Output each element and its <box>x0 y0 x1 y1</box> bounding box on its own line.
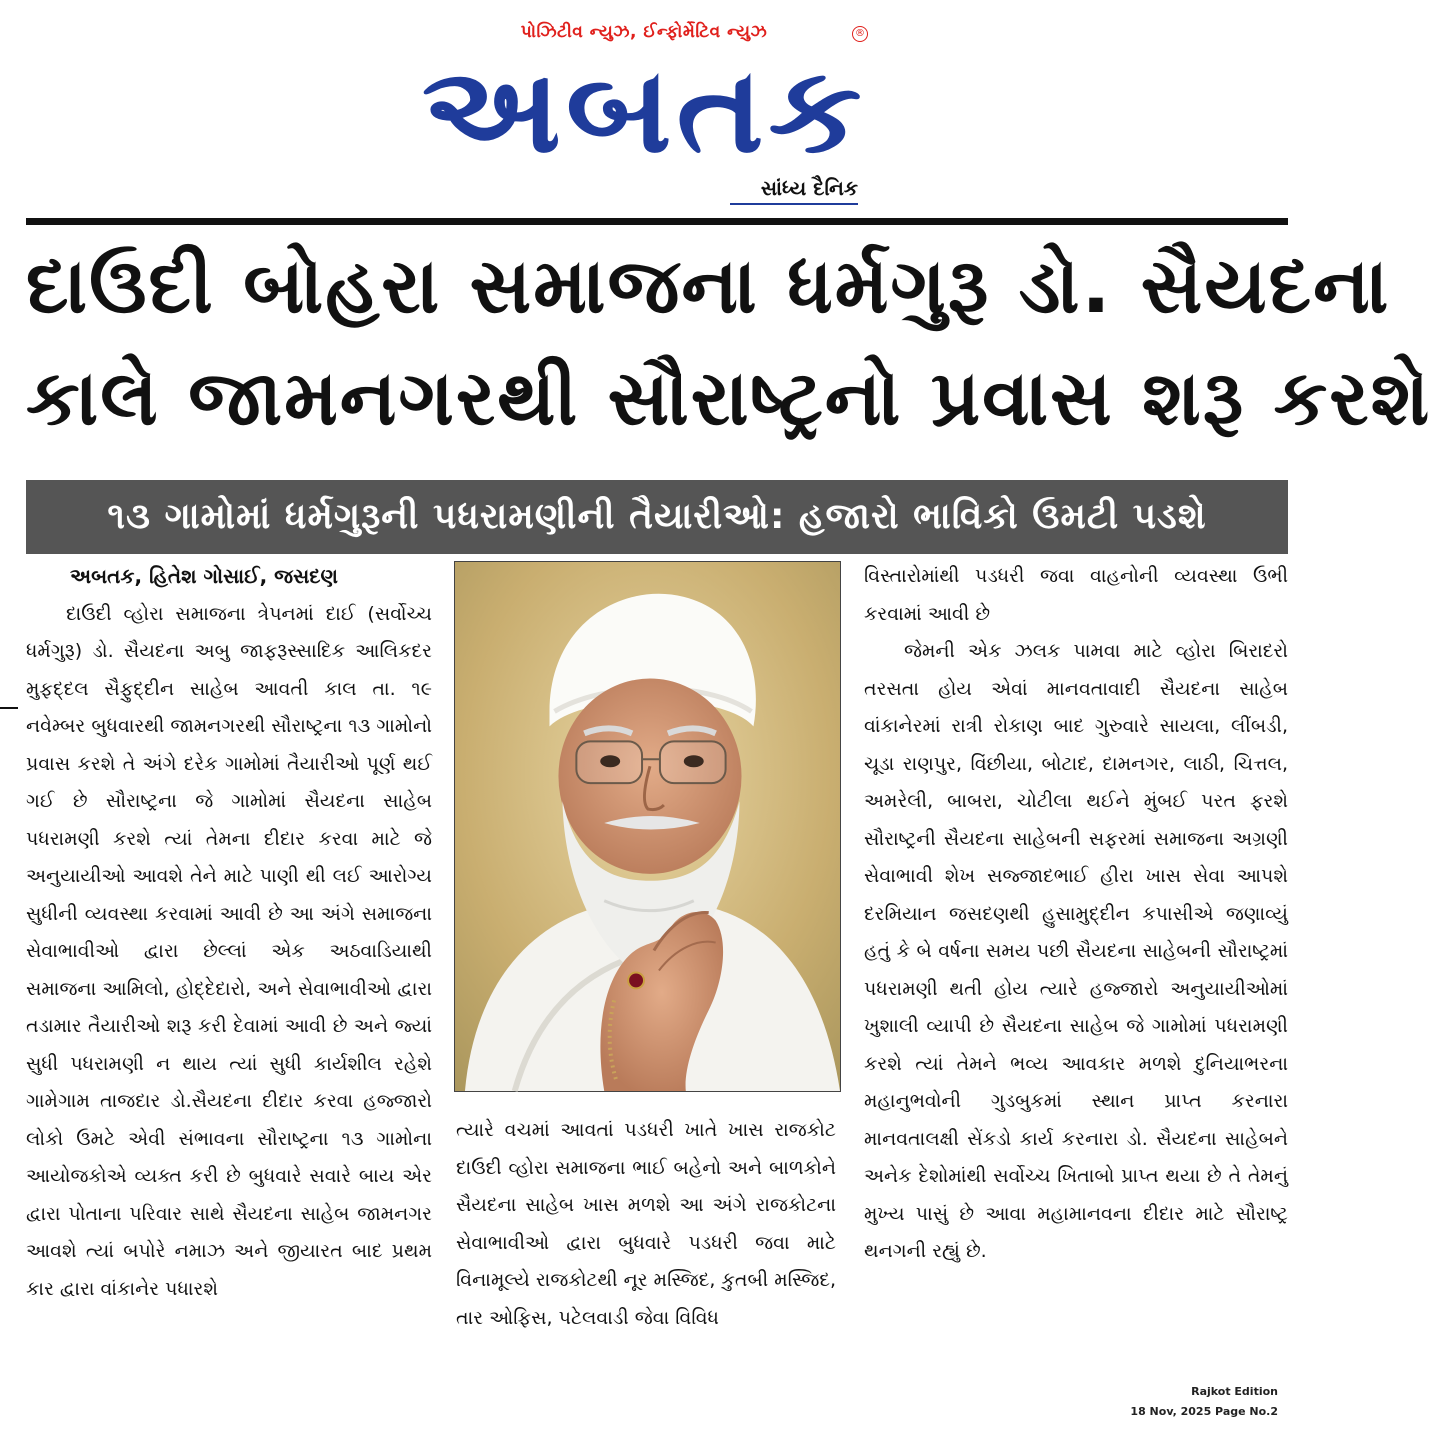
masthead <box>418 14 870 204</box>
article-column-3 <box>864 558 1288 1388</box>
column-1-text: દાઉદી વ્હોરા સમાજના ત્રેપનમાં દાઈ (સર્વોચ્ચ ધર્મગુરૂ) ડો. સૈયદના અબુ જાફરૂસ્સાદિક આલિકદર મુફદ્દલ સૈફુદ્દીન સાહેબ આવતી કાલ તા. ૧૯ નવેમ્બર બુધવારથી જામનગરથી સૌરાષ્ટ્રના ૧૩ ગામોનો પ્રવાસ કરશે તે અંગે દરેક ગામોમાં તૈયારીઓ પૂર્ણ થઈ ગઈ છે સૌરાષ્ટ્રના જે ગામોમાં સૈયદના સાહેબ પધરામણી કરશે ત્યાં તેમના દીદાર કરવા માટે જે અનુયાયીઓ આવશે તેને માટે પાણી થી લઈ આરોગ્ય સુધીની વ્યવસ્થા કરવામાં આવી છે આ અંગે સમાજના સેવાભાવીઓ દ્વારા છેલ્લાં એક અઠવાડિયાથી સમાજના આમિલો, હોદ્દેદારો, અને સેવાભાવીઓ દ્વારા તડામાર તૈયારીઓ શરૂ કરી દેવામાં આવી છે અને જ્યાં સુધી પધરામણી ન થાય ત્યાં સુધી કાર્યશીલ રહેશે ગામેગામ તાજદાર ડો.સૈયદના દીદાર કરવા હજ્જારો લોકો ઉમટે એવી સંભાવના સૌરાષ્ટ્રના ૧૩ ગામોના આયોજકોએ વ્યક્ત કરી છે બુધવારે સવારે બાય એર દ્વારા પોતાના પરિવાર સાથે સૈયદના સાહેબ જામનગર આવશે ત્યાં બપોરે નમાઝ અને જીયારત બાદ પ્રથમ કાર દ્વારા વાંકાનેર પધારશે <box>26 602 432 1300</box>
article-subhead: ૧૩ ગામોમાં ધર્મગુરૂની પધરામણીની તૈયારીઓ: હજારો ભાવિકો ઉમટી પડશે <box>107 496 1207 537</box>
article-byline: અબતક, હિતેશ ગોસાઈ, જસદણ <box>70 564 338 588</box>
headline-line-2: કાલે જામનગરથી સૌરાષ્ટ્રનો પ્રવાસ શરૂ કરશે <box>26 353 1431 442</box>
article-subhead-band <box>26 480 1288 554</box>
column-3-paragraph-2: જેમની એક ઝલક પામવા માટે વ્હોરા બિરાદરો તરસતા હોય એવાં માનવતાવાદી સૈયદના સાહેબ વાંકાનેરમાં રાત્રી રોકાણ બાદ ગુરુવારે સાયલા, લીંબડી, ચૂડા રાણપુર, વિંછીયા, બોટાદ, દામનગર, લાઠી, ચિત્તલ, અમરેલી, બાબરા, ચોટીલા થઈને મુંબઈ પરત ફરશે સૌરાષ્ટ્રની સૈયદના સાહેબની સફરમાં સમાજના અગ્રણી સેવાભાવી શેખ સજ્જાદભાઈ હીરા ખાસ સેવા આપશે દરમિયાન જસદણથી હુસામુદ્દીન કપાસીએ જણાવ્યું હતું કે બે વર્ષના સમય પછી સૈયદના સાહેબની સૌરાષ્ટ્રમાં પધરામણી થતી હોય ત્યારે હજ્જારો અનુયાયીઓમાં ખુશાલી વ્યાપી છે સૈયદના સાહેબ જે ગામોમાં પધરામણી કરશે ત્યાં તેમને ભવ્ય આવકાર મળશે દુનિયાભરના મહાનુભવોની ગુડબુકમાં સ્થાન પ્રાપ્ત કરનારા માનવતાલક્ષી સેંકડો કાર્ય કરનારા ડો. સૈયદના સાહેબને અનેક દેશોમાંથી સર્વોચ્ચ ખિતાબો પ્રાપ્ત થયા છે તે તેમનું મુખ્ય પાસું છે આવા મહામાનવના દીદાર માટે સૌરાષ્ટ્ર થનગની રહ્યું છે. <box>864 640 1288 1262</box>
masthead-underline <box>730 203 858 205</box>
article-column-2 <box>456 1112 836 1402</box>
headline-line-1: દાઉદી બોહરા સમાજના ધર્મગુરૂ ડો. સૈયદના <box>26 241 1391 330</box>
margin-tick-mark <box>0 707 18 709</box>
portrait-illustration <box>455 562 840 1091</box>
date-page-label: 18 Nov, 2025 Page No.2 <box>1130 1405 1278 1418</box>
masthead-subtitle: સાંધ્ય દૈનિક <box>760 176 858 200</box>
column-2-text: ત્યારે વચમાં આવતાં પડધરી ખાતે ખાસ રાજકોટ દાઉદી વ્હોરા સમાજના ભાઈ બહેનો અને બાળકોને સૈયદના સાહેબ ખાસ મળશે આ અંગે રાજકોટના સેવાભાવીઓ દ્વારા બુધવારે પડધરી જવા માટે વિનામૂલ્યે રાજકોટથી નૂર મસ્જિદ, કુતબી મસ્જિદ, તાર ઓફિસ, પટેલવાડી જેવા વિવિધ <box>456 1119 836 1329</box>
newspaper-logo: અબતક <box>421 41 867 179</box>
article-headline <box>26 230 1431 454</box>
registered-trademark-icon: ® <box>852 26 868 42</box>
article-column-1 <box>26 558 432 1394</box>
edition-label: Rajkot Edition <box>1191 1385 1278 1398</box>
column-3-paragraph-1: વિસ્તારોમાંથી પડધરી જવા વાહનોની વ્યવસ્થા ઉભી કરવામાં આવી છે <box>864 565 1288 625</box>
page-footer <box>1130 1382 1278 1422</box>
religious-leader-photo <box>454 561 841 1092</box>
masthead-tagline: પોઝિટીવ ન્યુઝ, ઈન્ફોર્મેટિવ ન્યુઝ <box>520 22 768 42</box>
headline-top-rule <box>26 218 1288 225</box>
